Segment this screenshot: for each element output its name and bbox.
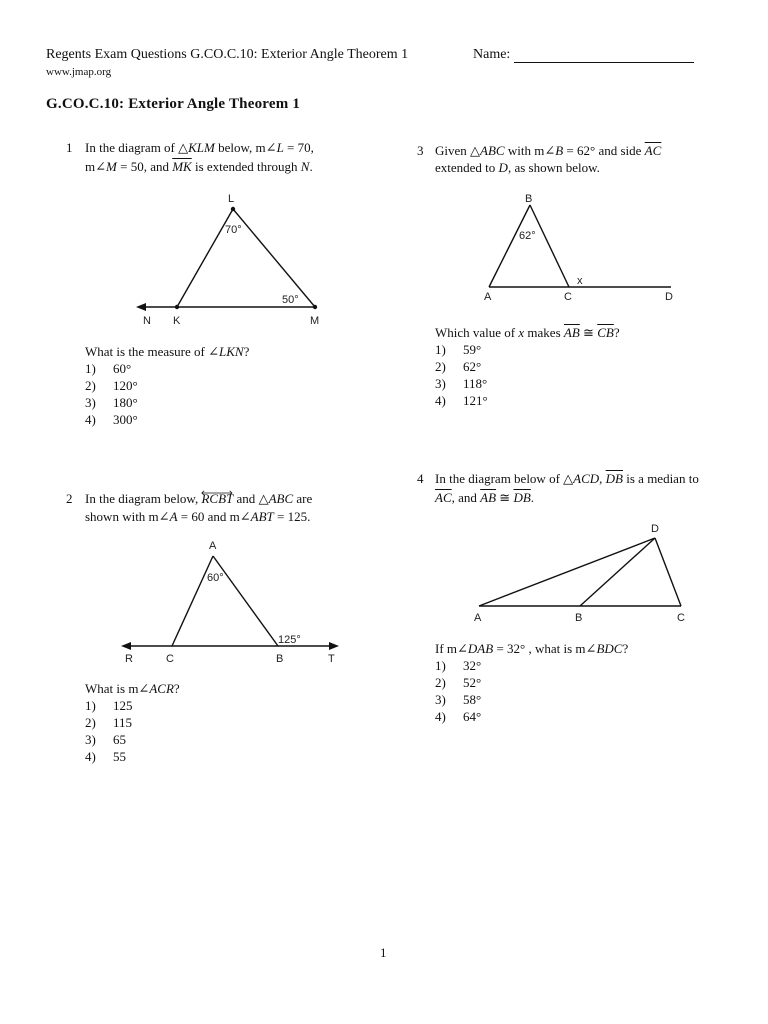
question-2-choices	[85, 697, 133, 765]
question-4-stem: In the diagram below of △ACD, $\overline{DB}$ is a median to	[435, 471, 699, 487]
question-2-number: 2	[66, 491, 73, 506]
question-4-number: 4	[417, 471, 424, 486]
label-d: D	[665, 291, 673, 303]
name-field[interactable]	[473, 47, 694, 63]
label-r: R	[125, 653, 133, 665]
choice-3[interactable]: 3) 118°	[435, 376, 488, 391]
label-c: C	[166, 653, 174, 665]
label-k: K	[173, 315, 181, 327]
segment-dc	[655, 538, 681, 606]
question-3-number: 3	[417, 143, 424, 158]
question-3-stem-line2: extended to D, as shown below.	[435, 160, 600, 175]
choice-2[interactable]: 2) 62°	[435, 359, 482, 374]
choice-3[interactable]: 3) 180°	[85, 395, 138, 410]
label-m: M	[310, 315, 320, 327]
angle-m-label: 50°	[282, 294, 299, 306]
label-t: T	[328, 653, 335, 665]
segment-ca	[172, 556, 213, 646]
choice-3[interactable]: 3) 58°	[435, 692, 482, 707]
site-url: www.jmap.org	[46, 66, 112, 78]
segment-ab	[489, 205, 530, 287]
question-2-prompt: What is m∠ACR?	[85, 681, 180, 696]
label-b: B	[276, 653, 284, 665]
question-4-diagram	[465, 518, 705, 630]
worksheet-title: Regents Exam Questions G.CO.C.10: Exterior Angle Theorem 1	[46, 47, 409, 62]
segment-lm	[233, 209, 315, 307]
segment-bd	[580, 538, 655, 606]
angle-a-label: 60°	[207, 572, 224, 584]
point-k	[175, 305, 179, 309]
point-m	[313, 305, 317, 309]
choice-1[interactable]: 1) 32°	[435, 658, 482, 673]
question-2-stem-line2: shown with m∠A = 60 and m∠ABT = 125.	[85, 509, 311, 524]
question-2-stem: In the diagram below, RCBT and △ABC are	[85, 490, 312, 508]
question-2-diagram	[115, 535, 345, 670]
label-a: A	[209, 540, 217, 552]
question-1-choices	[85, 360, 138, 428]
page-number: 1	[380, 945, 387, 960]
label-b: B	[525, 193, 533, 205]
segment-ad	[479, 538, 655, 606]
angle-b-label: 125°	[278, 634, 301, 646]
choice-1[interactable]: 1) 125	[85, 698, 133, 713]
choice-1[interactable]: 1) 59°	[435, 342, 482, 357]
question-1-diagram	[120, 185, 340, 335]
choice-3[interactable]: 3) 65	[85, 732, 126, 747]
label-a: A	[474, 612, 482, 624]
section-title: G.CO.C.10: Exterior Angle Theorem 1	[46, 96, 301, 112]
question-4-prompt: If m∠DAB = 32° , what is m∠BDC?	[435, 641, 629, 656]
question-4-choices	[435, 657, 481, 725]
question-1-number: 1	[66, 140, 73, 155]
point-l	[231, 207, 235, 211]
question-3-prompt: Which value of x makes $\overline{AB}$ ≅ $\overline{CB}$?	[435, 325, 620, 340]
label-c: C	[564, 291, 572, 303]
name-blank-line[interactable]	[514, 48, 694, 63]
question-1-stem: In the diagram of △KLM below, m∠L = 70,	[85, 140, 314, 156]
choice-4[interactable]: 4) 64°	[435, 709, 482, 724]
arrow-head-left-icon	[121, 642, 131, 650]
label-b: B	[575, 612, 583, 624]
question-1-prompt: What is the measure of ∠LKN?	[85, 344, 250, 359]
choice-1[interactable]: 1) 60°	[85, 361, 132, 376]
choice-2[interactable]: 2) 115	[85, 715, 133, 730]
segment-bc	[530, 205, 569, 287]
angle-b-label: 62°	[519, 230, 536, 242]
name-label: Name:	[473, 47, 511, 62]
question-1-stem-line2: m∠M = 50, and $\overline{MK}$ is extended through N.	[85, 159, 313, 174]
choice-4[interactable]: 4) 121°	[435, 393, 488, 408]
line-symbol-icon	[201, 483, 233, 489]
question-3-diagram	[475, 185, 695, 310]
question-3-stem: Given △ABC with m∠B = 62° and side $\overline{AC}$	[435, 143, 662, 159]
choice-2[interactable]: 2) 52°	[435, 675, 482, 690]
label-a: A	[484, 291, 492, 303]
label-n: N	[143, 315, 151, 327]
choice-4[interactable]: 4) 55	[85, 749, 126, 764]
question-3-choices	[435, 341, 488, 409]
label-d: D	[651, 523, 659, 535]
choice-2[interactable]: 2) 120°	[85, 378, 138, 393]
label-l: L	[228, 193, 235, 205]
label-c: C	[677, 612, 685, 624]
label-x: x	[577, 275, 583, 287]
choice-4[interactable]: 4) 300°	[85, 412, 138, 427]
angle-l-label: 70°	[225, 224, 242, 236]
arrow-head-right-icon	[329, 642, 339, 650]
question-4-stem-line2: $\overline{AC}$, and $\overline{AB}$ ≅ $\overline{DB}$.	[435, 490, 535, 505]
segment-ab	[213, 556, 278, 646]
arrow-head-left-icon	[136, 303, 146, 311]
